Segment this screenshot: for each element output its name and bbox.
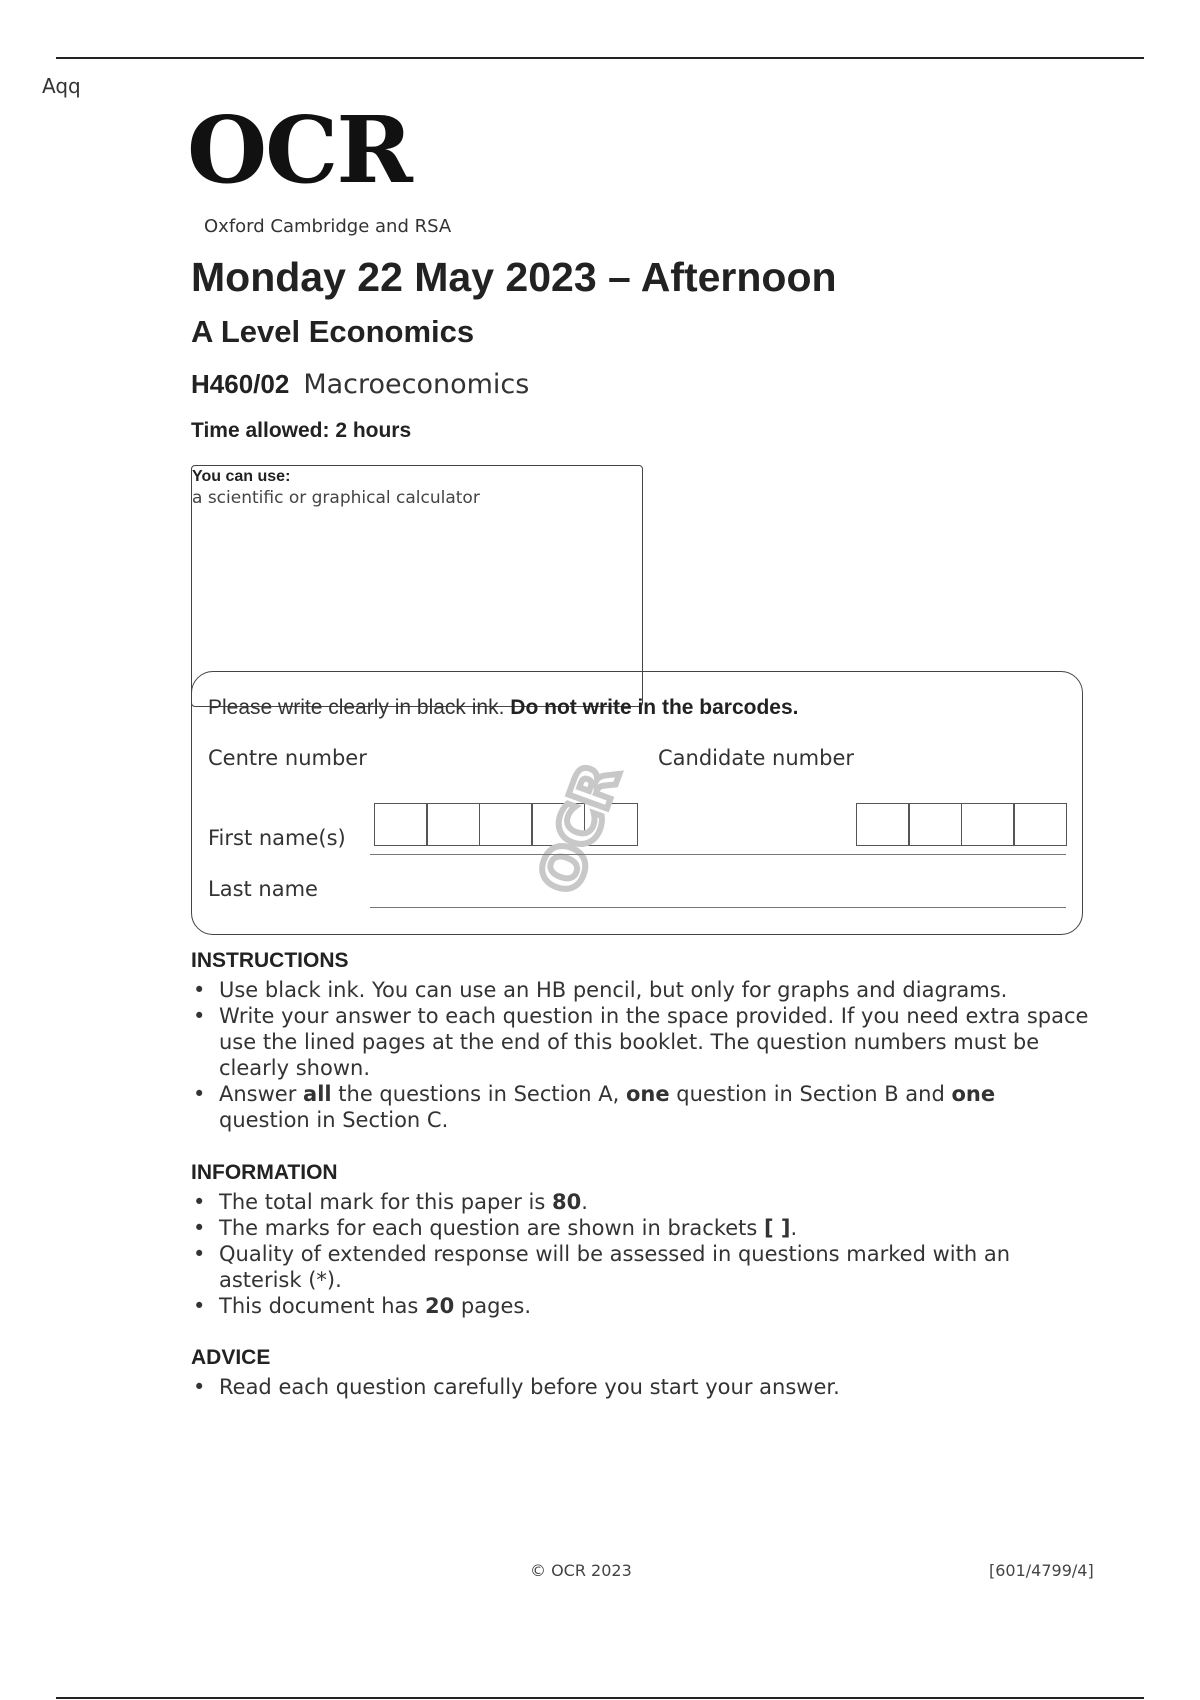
advice-heading: ADVICE — [191, 1346, 271, 1369]
text: The total mark for this paper is — [219, 1190, 552, 1214]
last-name-line[interactable] — [370, 907, 1066, 908]
text: . — [581, 1190, 588, 1214]
number-cell[interactable] — [479, 803, 533, 846]
instructions-list — [191, 977, 1091, 1133]
emphasis: 80 — [551, 1190, 582, 1214]
copyright: © OCR 2023 — [530, 1561, 632, 1580]
qualification-reference: [601/4799/4] — [989, 1561, 1094, 1580]
text: pages. — [454, 1294, 531, 1318]
time-allowed: Time allowed: 2 hours — [191, 419, 412, 442]
exam-date-title: Monday 22 May 2023 – Afternoon — [191, 254, 837, 300]
top-rule — [56, 57, 1144, 59]
text: This document has — [219, 1294, 426, 1318]
emphasis: all — [303, 1082, 332, 1106]
number-cell[interactable] — [374, 803, 428, 846]
text: the questions in Section A, — [331, 1082, 626, 1106]
text: question in Section B and — [669, 1082, 952, 1106]
text: The marks for each question are shown in brackets — [219, 1216, 765, 1240]
list-item — [191, 1081, 1091, 1133]
list-item — [191, 1003, 1091, 1081]
you-can-use-heading: You can use: — [192, 468, 291, 485]
first-name-label: First name(s) — [208, 826, 346, 850]
ink-note — [208, 696, 799, 720]
bottom-rule — [56, 1697, 1144, 1699]
logo-subtitle: Oxford Cambridge and RSA — [204, 216, 452, 237]
ocr-logo: OCR — [187, 96, 411, 204]
text: question in Section C. — [219, 1108, 449, 1132]
exam-subject: A Level Economics — [191, 314, 475, 349]
number-cell[interactable] — [1013, 803, 1067, 846]
information-heading: INFORMATION — [191, 1161, 338, 1184]
emphasis: [ ] — [764, 1216, 791, 1240]
information-section — [191, 1161, 1091, 1319]
text: Write your answer to each question in the space provided. If you need extra space use the lined pages at the end of this booklet. The question numbers must be clearly shown. — [219, 1004, 1089, 1080]
candidate-details-box — [191, 671, 1083, 935]
centre-number-label: Centre number — [208, 746, 367, 770]
instructions-heading: INSTRUCTIONS — [191, 949, 349, 972]
information-list — [191, 1189, 1091, 1319]
ink-note-bold: Do not write in the barcodes. — [510, 696, 799, 719]
list-item — [191, 1189, 1091, 1215]
last-name-label: Last name — [208, 877, 318, 901]
emphasis: one — [626, 1082, 670, 1106]
list-item — [191, 977, 1091, 1003]
first-name-line[interactable] — [370, 854, 1066, 855]
advice-list — [191, 1374, 1091, 1400]
ocr-watermark: OCR — [526, 755, 633, 902]
you-can-use-item: a scientific or graphical calculator — [192, 488, 480, 508]
advice-section — [191, 1346, 1091, 1400]
ink-note-text: Please write clearly in black ink. — [208, 696, 511, 719]
paper-name: Macroeconomics — [303, 369, 530, 400]
text: Use black ink. You can use an HB pencil, but only for graphs and diagrams. — [219, 978, 1008, 1002]
emphasis: 20 — [425, 1294, 455, 1318]
text: Read each question carefully before you start your answer. — [219, 1375, 840, 1399]
list-item — [191, 1374, 1091, 1400]
emphasis: one — [951, 1082, 996, 1106]
paper-code: H460/02 — [191, 369, 290, 399]
number-cell[interactable] — [426, 803, 480, 846]
instructions-section — [191, 949, 1091, 1133]
text: Answer — [219, 1082, 304, 1106]
text: Quality of extended response will be assessed in questions marked with an asterisk (*). — [219, 1242, 1011, 1292]
list-item — [191, 1293, 1091, 1319]
list-item — [191, 1215, 1091, 1241]
list-item — [191, 1241, 1091, 1293]
paper-code-line — [191, 369, 529, 400]
candidate-number-label: Candidate number — [658, 746, 854, 770]
text: . — [790, 1216, 798, 1240]
number-cell[interactable] — [961, 803, 1015, 846]
number-cell[interactable] — [856, 803, 910, 846]
number-cell[interactable] — [908, 803, 962, 846]
corner-tag: Aqq — [42, 74, 81, 98]
candidate-number-cells[interactable] — [857, 803, 1067, 846]
